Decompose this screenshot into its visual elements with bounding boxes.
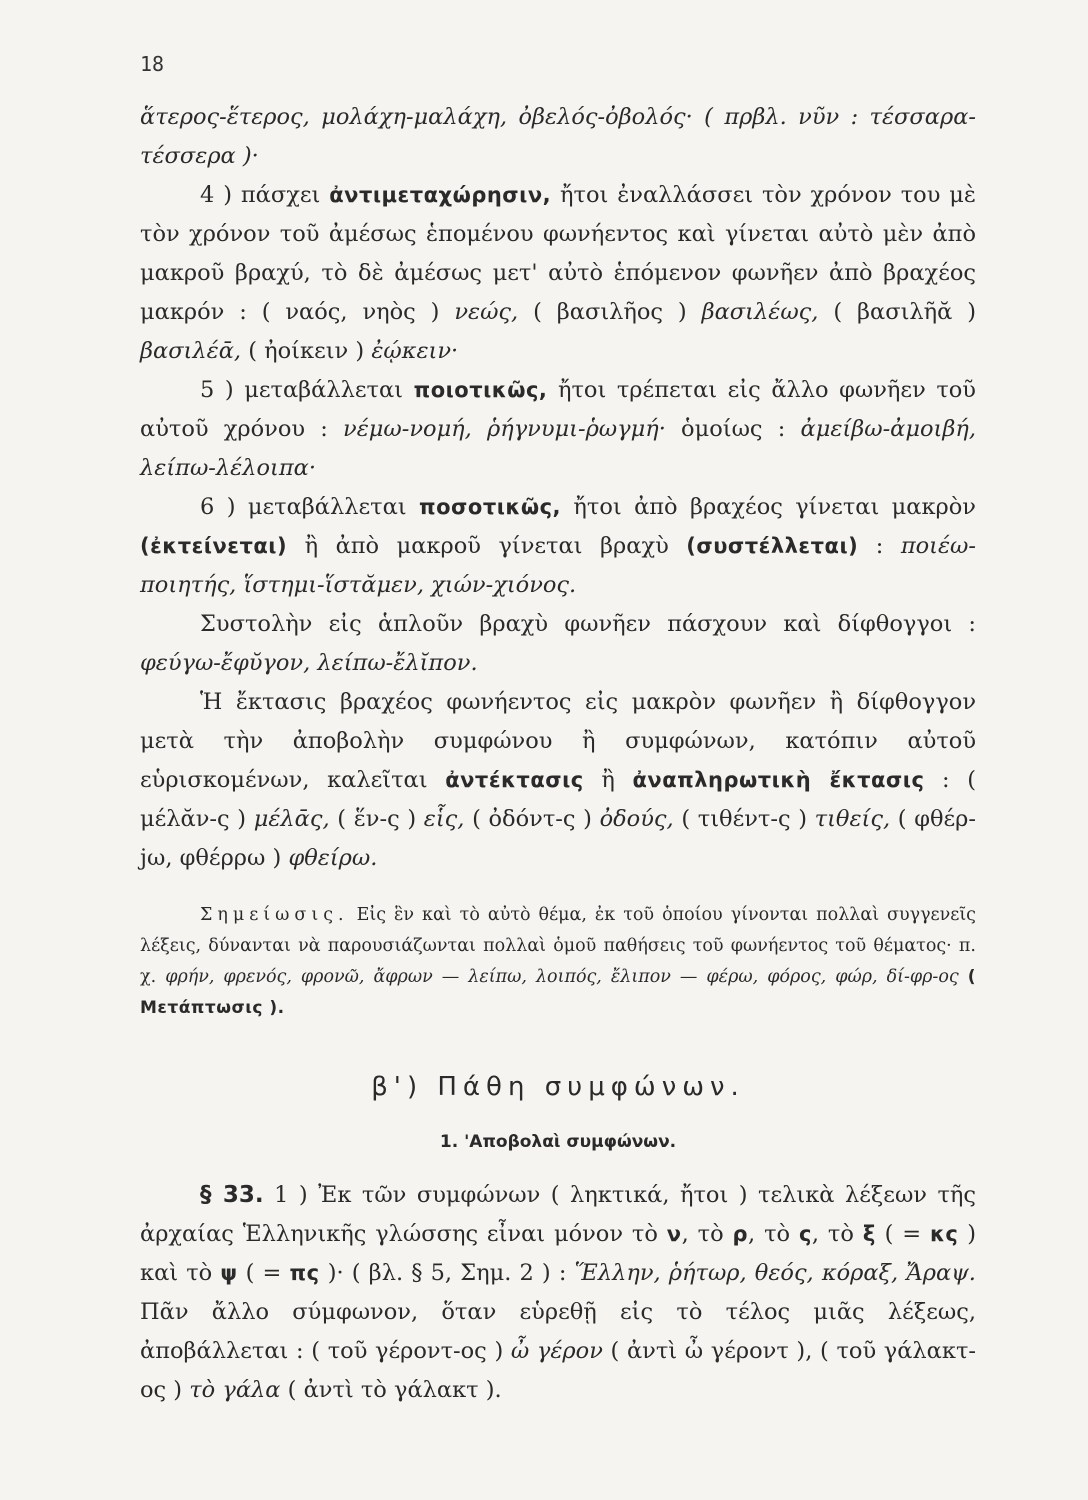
term-metaptosis: ( Μετάπτωσις ). <box>140 967 976 1018</box>
section-number: § 33. <box>200 1182 264 1208</box>
section-subheading: 1. 'Αποβολαὶ συμφώνων. <box>439 1132 677 1152</box>
term-posotikos: ποσοτικῶς, <box>419 495 562 519</box>
paragraph-ateros: ἅτερος-ἕτερος, μολάχη-μαλάχη, ὀβελός-ὀβολός· ( πρβλ. νῦν : τέσσαρα-τέσσερα )· <box>140 104 976 169</box>
term-antektasis: ἀντέκτασις <box>445 768 584 792</box>
footnote-simeiosis: Σημείωσις. Εἰς ἓν καὶ τὸ αὐτὸ θέμα, ἐκ τοῦ ὁποίου γίνονται πολλαὶ συγγενεῖς λέξεις, δύνανται νὰ παρουσιάζωνται πολλαὶ ὁμοῦ παθήσεις τοῦ φωνήεντος τοῦ θέματος· π. χ. φρήν, φρενός, φρονῶ, ἄφρων — λείπω, λοιπός, ἔλιπον — φέρω, φόρος, φώρ, δί-φρ-ος ( Μετάπτωσις ). <box>140 905 976 1018</box>
note-label: Σημείωσις. <box>200 905 349 925</box>
paragraph-systoli: Συστολὴν εἰς ἁπλοῦν βραχὺ φωνῆεν πάσχουν καὶ δίφθογγοι : φεύγω-ἔφῠγον, λείπω-ἔλῐπον. <box>140 611 976 676</box>
paragraph-6-posotikos: 6 ) μεταβάλλεται ποσοτικῶς, ἤτοι ἀπὸ βραχέος γίνεται μακρὸν (ἐκτείνεται) ἢ ἀπὸ μακροῦ γίνεται βραχὺ (συστέλλεται) : ποιέω-ποιητής, ἵστημι-ἵστᾰμεν, χιών-χιόνος. <box>140 494 977 598</box>
section-heading: β') Πάθη συμφώνων. <box>371 1072 745 1102</box>
term-antimetachorisis: ἀντιμεταχώρησιν, <box>329 183 552 207</box>
paragraph-ektasis: Ἡ ἔκτασις βραχέος φωνήεντος εἰς μακρὸν φωνῆεν ἢ δίφθογγον μετὰ τὴν ἀποβολὴν συμφώνου ἢ συμφώνων, κατόπιν αὐτοῦ εὑρισκομένων, καλεῖται ἀντέκτασις ἢ ἀναπληρωτικὴ ἔκτασις : ( μέλᾰν-ς ) μέλᾱς, ( ἕν-ς ) εἷς, ( ὀδόντ-ς ) ὀδούς, ( τιθέντ-ς ) τιθείς, ( φθέρ-jω, φθέρρω ) φθείρω. <box>140 689 977 871</box>
page-number: 18 <box>140 52 165 76</box>
paragraph-section-33: § 33. 1 ) Ἐκ τῶν συμφώνων ( ληκτικά, ἤτοι ) τελικὰ λέξεων τῆς ἀρχαίας Ἑλληνικῆς γλώσσης εἶναι μόνον τὸ ν, τὸ ρ, τὸ ς, τὸ ξ ( = κς ) καὶ τὸ ψ ( = πς )· ( βλ. § 5, Σημ. 2 ) : Ἕλλην, ῥήτωρ, θεός, κόραξ, Ἄραψ. Πᾶν ἄλλο σύμφωνον, ὅταν εὑρεθῇ εἰς τὸ τέλος μιᾶς λέξεως, ἀποβάλλεται : ( τοῦ γέροντ-ος ) ὦ γέρον ( ἀντὶ ὦ γέροντ ), ( τοῦ γάλακτ-ος ) τὸ γάλα ( ἀντὶ τὸ γάλακτ ). <box>140 1182 977 1403</box>
term-anaplirotiki-ektasis: ἀναπληρωτικὴ ἔκτασις <box>632 768 925 792</box>
paragraph-5-poiotikos: 5 ) μεταβάλλεται ποιοτικῶς, ἤτοι τρέπεται εἰς ἄλλο φωνῆεν τοῦ αὐτοῦ χρόνου : νέμω-νομή, ῥήγνυμι-ῥωγμή· ὁμοίως : ἀμείβω-ἀμοιβή, λείπω-λέλοιπα· <box>140 377 977 481</box>
term-systelletai: (συστέλλεται) <box>686 534 859 558</box>
page-body <box>140 98 976 1410</box>
paragraph-4-antimetachorisis: 4 ) πάσχει ἀντιμεταχώρησιν, ἤτοι ἐναλλάσσει τὸν χρόνον του μὲ τὸν χρόνον τοῦ ἀμέσως ἑπομένου φωνήεντος καὶ γίνεται αὐτὸ μὲν ἀπὸ μακροῦ βραχύ, τὸ δὲ ἀμέσως μετ' αὐτὸ ἑπόμενον φωνῆεν ἀπὸ βραχέος μακρόν : ( ναός, νηὸς ) νεώς, ( βασιλῆος ) βασιλέως, ( βασιλῆᾰ ) βασιλέᾱ, ( ἠοίκειν ) ἐῴκειν· <box>140 182 976 364</box>
term-poiotikos: ποιοτικῶς, <box>413 378 548 402</box>
term-ekteinetai: (ἐκτείνεται) <box>140 534 288 558</box>
